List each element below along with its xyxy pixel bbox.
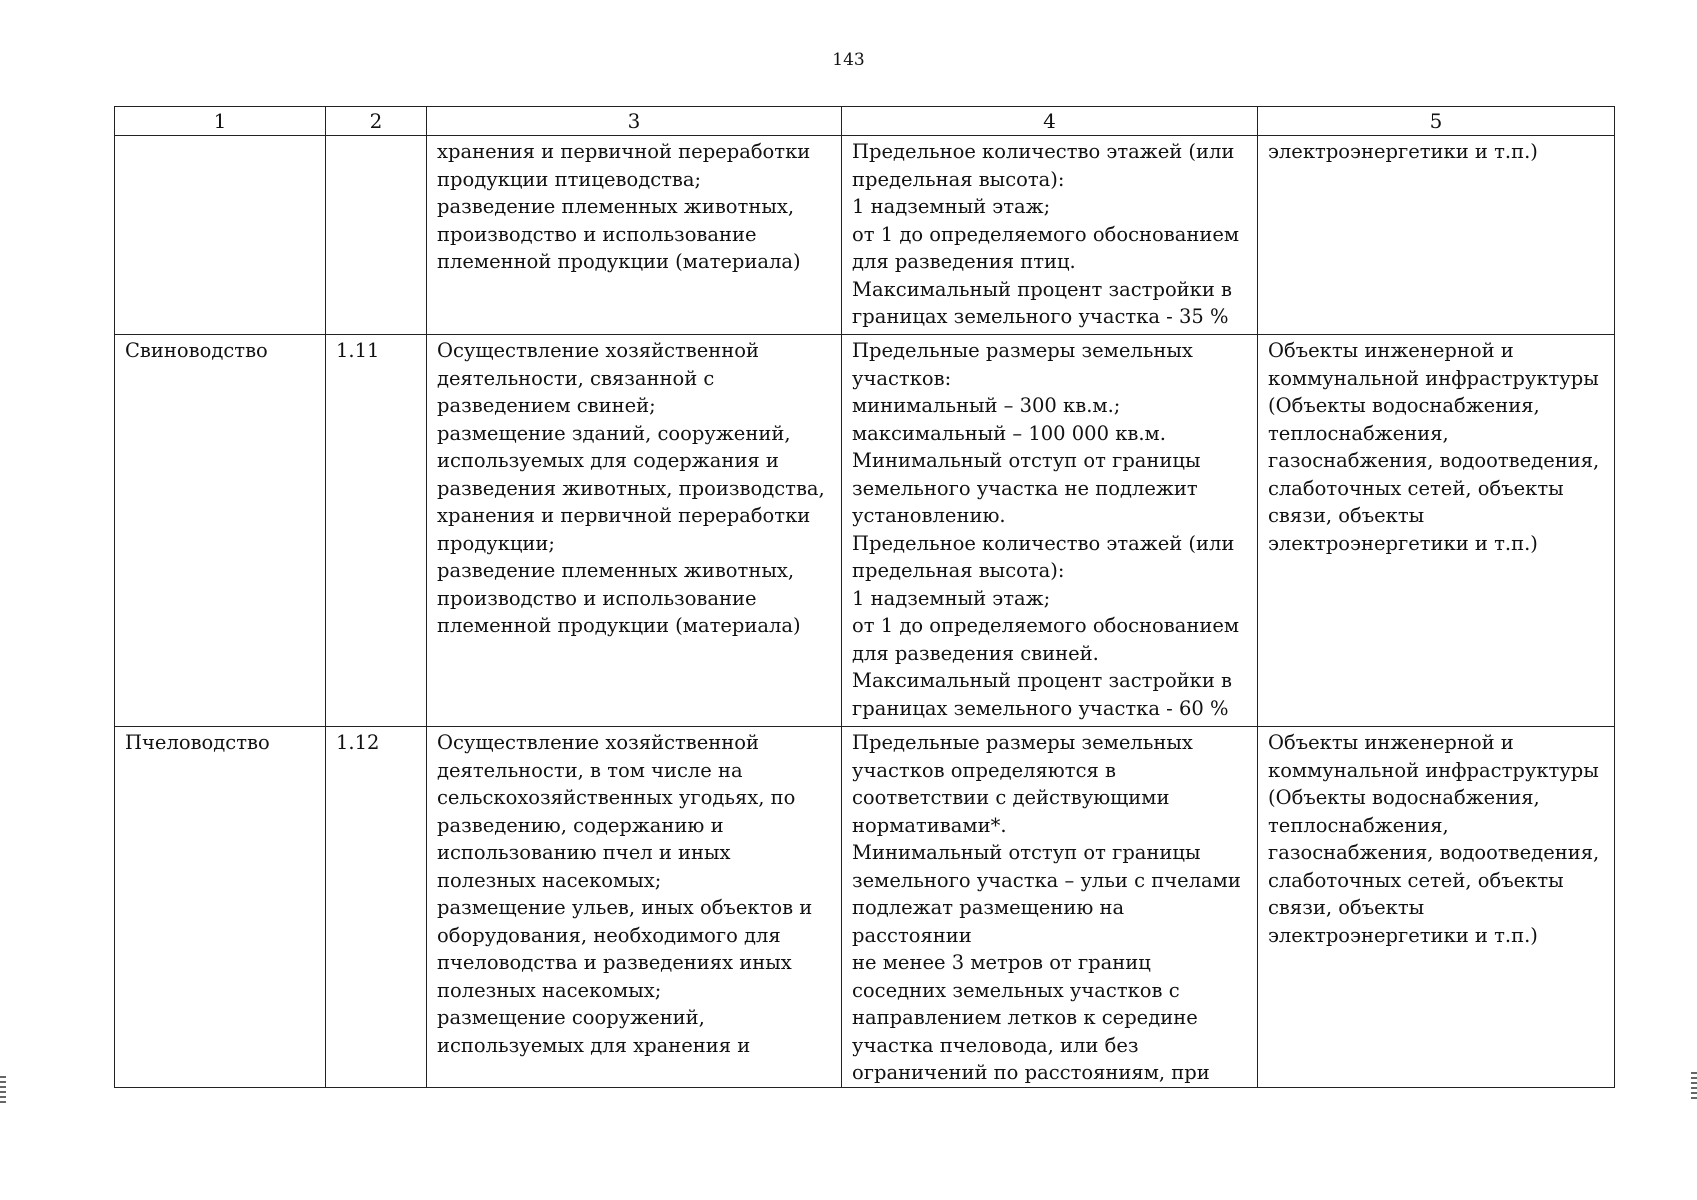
scan-edge-mark-right <box>1691 1072 1697 1100</box>
limit-parameters-cell: Предельное количество этажей (или предельная высота): 1 надземный этаж; от 1 до определяемого обоснованием для разведения птиц. Максимальный процент застройки в границах земельного участка - 35 % <box>842 136 1258 335</box>
scan-edge-mark-left <box>0 1076 6 1104</box>
limit-parameters-cell: Предельные размеры земельных участков определяются в соответствии с действующими нормативами*. Минимальный отступ от границы земельного участка – ульи с пчелами подлежат размещению на расстоянии не менее 3 метров от границ соседних земельных участков с направлением летков к середине участка пчеловода, или без ограничений по расстояниям, при <box>842 727 1258 1088</box>
use-description-cell: Осуществление хозяйственной деятельности, в том числе на сельскохозяйственных угодьях, по разведению, содержанию и использованию пчел и иных полезных насекомых; размещение ульев, иных объектов и оборудования, необходимого для пчеловодства и разведениях иных полезных насекомых; размещение сооружений, используемых для хранения и <box>427 727 842 1088</box>
column-header-3: 3 <box>427 107 842 136</box>
table-row <box>115 335 1615 727</box>
use-name-cell <box>115 136 326 335</box>
use-name-cell: Пчеловодство <box>115 727 326 1088</box>
land-use-table <box>114 106 1615 1088</box>
column-number-header-row <box>115 107 1615 136</box>
use-code-cell: 1.12 <box>326 727 427 1088</box>
auxiliary-uses-cell: Объекты инженерной и коммунальной инфраструктуры (Объекты водоснабжения, теплоснабжения, газоснабжения, водоотведения, слаботочных сетей, объекты связи, объекты электроэнергетики и т.п.) <box>1258 335 1615 727</box>
limit-parameters-cell: Предельные размеры земельных участков: минимальный – 300 кв.м.; максимальный – 100 000 кв.м. Минимальный отступ от границы земельного участка не подлежит установлению. Предельное количество этажей (или предельная высота): 1 надземный этаж; от 1 до определяемого обоснованием для разведения свиней. Максимальный процент застройки в границах земельного участка - 60 % <box>842 335 1258 727</box>
table-row <box>115 136 1615 335</box>
use-description-cell: Осуществление хозяйственной деятельности, связанной с разведением свиней; размещение зданий, сооружений, используемых для содержания и разведения животных, производства, хранения и первичной переработки продукции; разведение племенных животных, производство и использование племенной продукции (материала) <box>427 335 842 727</box>
use-name-cell: Свиноводство <box>115 335 326 727</box>
auxiliary-uses-cell: Объекты инженерной и коммунальной инфраструктуры (Объекты водоснабжения, теплоснабжения, газоснабжения, водоотведения, слаботочных сетей, объекты связи, объекты электроэнергетики и т.п.) <box>1258 727 1615 1088</box>
use-description-cell: хранения и первичной переработки продукции птицеводства; разведение племенных животных, производство и использование племенной продукции (материала) <box>427 136 842 335</box>
page-number: 143 <box>832 50 865 70</box>
column-header-5: 5 <box>1258 107 1615 136</box>
column-header-1: 1 <box>115 107 326 136</box>
column-header-2: 2 <box>326 107 427 136</box>
auxiliary-uses-cell: электроэнергетики и т.п.) <box>1258 136 1615 335</box>
table-row <box>115 727 1615 1088</box>
column-header-4: 4 <box>842 107 1258 136</box>
use-code-cell: 1.11 <box>326 335 427 727</box>
use-code-cell <box>326 136 427 335</box>
